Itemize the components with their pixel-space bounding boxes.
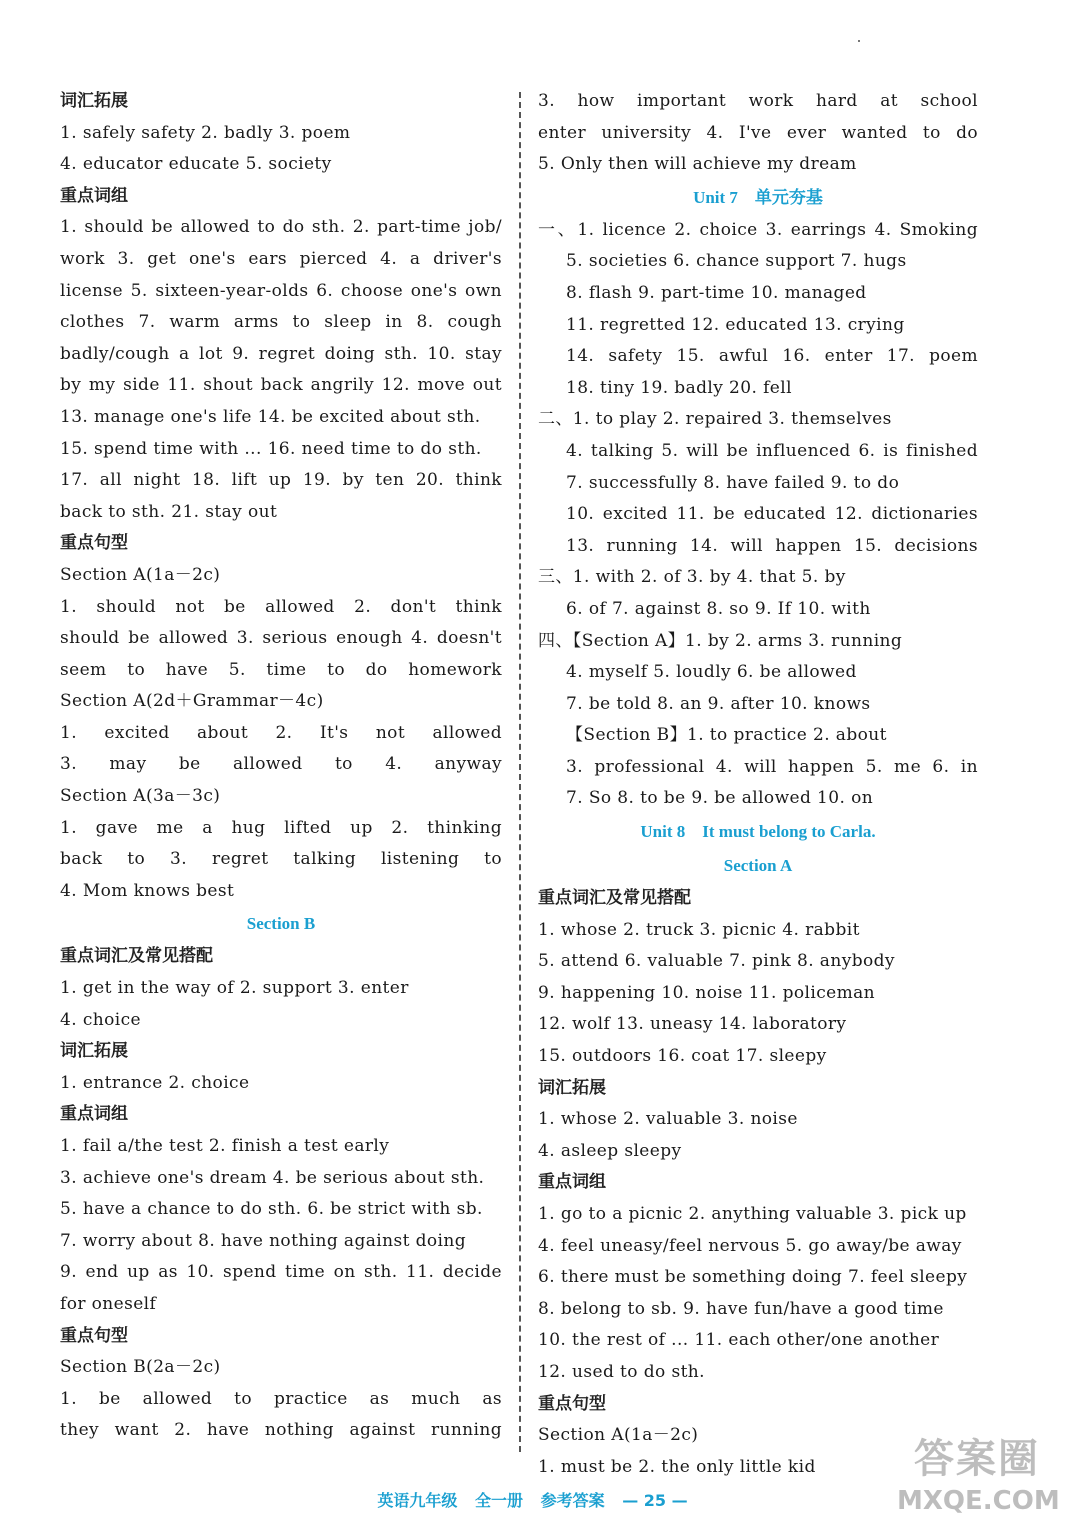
answer-line: 3. achieve one's dream 4. be serious about sth.: [60, 1167, 485, 1188]
answer-line: 7. So 8. to be 9. be allowed 10. on: [566, 788, 874, 809]
answer-line: 7. be told 8. an 9. after 10. knows: [566, 693, 871, 714]
answer-line: Section A(1a－2c): [538, 1425, 699, 1446]
footer-subject: 英语九年级: [377, 1491, 458, 1510]
subsection-heading: 重点句型: [60, 1325, 128, 1346]
answer-line: 4. asleep sleepy: [538, 1140, 682, 1161]
answer-line: 7. worry about 8. have nothing against doing: [60, 1230, 467, 1251]
footer-volume: 全一册: [475, 1491, 524, 1510]
subsection-heading: 词汇拓展: [60, 91, 128, 111]
answer-line: back to 3. regret talking listening to: [60, 849, 502, 870]
subsection-heading: 重点词汇及常见搭配: [60, 946, 213, 967]
subsection-heading: 重点词组: [60, 1104, 128, 1125]
answer-line: 14. safety 15. awful 16. enter 17. poem: [566, 346, 978, 367]
answer-line: Section A(1a－2c): [60, 564, 221, 585]
answer-line: 4. talking 5. will be influenced 6. is finished: [566, 440, 978, 461]
answer-line: Section B(2a－2c): [60, 1357, 221, 1378]
answer-line: 1. should be allowed to do sth. 2. part-time job/: [60, 217, 502, 238]
answer-line: 3. may be allowed to 4. anyway: [60, 754, 502, 775]
answer-line: 6. of 7. against 8. so 9. If 10. with: [566, 598, 871, 619]
answer-line: 1. gave me a hug lifted up 2. thinking: [60, 817, 502, 838]
subsection-heading: 重点词组: [60, 185, 128, 206]
answer-line: 10. the rest of ... 11. each other/one another: [538, 1330, 940, 1351]
answer-line: Section A(2d＋Grammar－4c): [60, 691, 324, 712]
answer-line: 1. excited about 2. It's not allowed: [60, 722, 502, 743]
answer-line: should be allowed 3. serious enough 4. doesn't: [60, 628, 502, 649]
right-column: [538, 86, 978, 1483]
answer-line: 1. must be 2. the only little kid: [538, 1456, 816, 1477]
answer-line: 7. successfully 8. have failed 9. to do: [566, 472, 900, 493]
answer-line: 1. entrance 2. choice: [60, 1072, 250, 1093]
answer-line: 5. societies 6. chance support 7. hugs: [566, 251, 907, 272]
answer-line: 1. go to a picnic 2. anything valuable 3. pick up: [538, 1204, 967, 1224]
answer-line: 3. how important work hard at school: [538, 91, 978, 111]
answer-line: 四、【Section A】1. by 2. arms 3. running: [538, 630, 903, 651]
answer-line: 三、1. with 2. of 3. by 4. that 5. by: [538, 567, 846, 588]
subsection-heading: 重点词汇及常见搭配: [538, 888, 691, 909]
answer-line: 1. be allowed to practice as much as: [60, 1388, 502, 1409]
answer-line: they want 2. have nothing against running: [60, 1420, 502, 1441]
scan-speck: [858, 40, 860, 42]
answer-line: 4. myself 5. loudly 6. be allowed: [566, 662, 857, 683]
answer-line: 12. wolf 13. uneasy 14. laboratory: [538, 1014, 847, 1035]
answer-line: 8. flash 9. part-time 10. managed: [566, 282, 867, 303]
answer-line: 5. have a chance to do sth. 6. be strict with sb.: [60, 1199, 483, 1220]
answer-line: 4. educator educate 5. society: [60, 154, 332, 175]
answer-line: 12. used to do sth.: [538, 1361, 705, 1382]
footer-label: 参考答案: [540, 1491, 605, 1510]
answer-line: 4. feel uneasy/feel nervous 5. go away/be away: [538, 1235, 962, 1256]
answer-line: 11. regretted 12. educated 13. crying: [566, 314, 905, 335]
answer-line: badly/cough a lot 9. regret doing sth. 10. stay: [60, 343, 502, 364]
answer-line: 8. belong to sb. 9. have fun/have a good time: [538, 1298, 944, 1319]
answer-line: 13. manage one's life 14. be excited about sth.: [60, 406, 481, 427]
answer-line: by my side 11. shout back angrily 12. move out: [60, 375, 502, 396]
subsection-heading: 重点句型: [538, 1393, 606, 1414]
subsection-heading: 重点句型: [60, 533, 128, 554]
answer-line: 【Section B】1. to practice 2. about: [566, 725, 887, 746]
answer-line: 4. Mom knows best: [60, 880, 235, 901]
answer-line: 1. whose 2. valuable 3. noise: [538, 1109, 798, 1130]
answer-line: enter university 4. I've ever wanted to do: [538, 122, 978, 143]
section-title: Section A: [723, 856, 793, 876]
left-column: [60, 86, 502, 1447]
answer-line: 1. should not be allowed 2. don't think: [60, 596, 502, 617]
watermark-text-cn: 答案圈: [914, 1436, 1040, 1482]
answer-line: 9. happening 10. noise 11. policeman: [538, 982, 876, 1003]
answer-line: 18. tiny 19. badly 20. fell: [566, 377, 792, 398]
answer-line: 一、1. licence 2. choice 3. earrings 4. Smoking: [538, 219, 978, 240]
section-title: Section B: [246, 914, 316, 934]
answer-line: clothes 7. warm arms to sleep in 8. cough: [60, 312, 502, 333]
answer-line: 5. Only then will achieve my dream: [538, 154, 857, 175]
subsection-heading: 重点词组: [538, 1172, 606, 1193]
answer-line: 10. excited 11. be educated 12. dictionaries: [566, 504, 978, 525]
watermark-text-url: MXQE.COM: [897, 1486, 1060, 1516]
section-title: Unit 8 It must belong to Carla.: [640, 822, 876, 842]
answer-line: 9. end up as 10. spend time on sth. 11. decide: [60, 1262, 502, 1283]
answer-line: 13. running 14. will happen 15. decisions: [566, 535, 978, 556]
answer-line: license 5. sixteen-year-olds 6. choose one's own: [60, 280, 502, 301]
answer-line: 15. outdoors 16. coat 17. sleepy: [538, 1046, 827, 1067]
answer-line: 1. get in the way of 2. support 3. enter: [60, 978, 409, 999]
answer-line: back to sth. 21. stay out: [60, 501, 278, 522]
answer-line: Section A(3a－3c): [60, 786, 221, 807]
page-number: — 25 —: [622, 1491, 688, 1510]
answer-line: 1. safely safety 2. badly 3. poem: [60, 122, 351, 143]
answer-line: 15. spend time with ... 16. need time to do sth.: [60, 438, 482, 459]
answer-line: 6. there must be something doing 7. feel sleepy: [538, 1267, 968, 1288]
watermark-logo: [897, 1434, 1060, 1530]
answer-line: 1. whose 2. truck 3. picnic 4. rabbit: [538, 919, 860, 940]
subsection-heading: 词汇拓展: [60, 1041, 128, 1062]
subsection-heading: 词汇拓展: [538, 1077, 606, 1098]
answer-line: 1. fail a/the test 2. finish a test early: [60, 1136, 390, 1156]
answer-line: 17. all night 18. lift up 19. by ten 20. think: [60, 470, 502, 491]
answer-line: 3. professional 4. will happen 5. me 6. in: [566, 756, 978, 777]
answer-line: 4. choice: [60, 1009, 141, 1030]
answer-line: 5. attend 6. valuable 7. pink 8. anybody: [538, 951, 895, 972]
answer-line: 二、1. to play 2. repaired 3. themselves: [538, 409, 892, 430]
answer-line: seem to have 5. time to do homework: [60, 659, 502, 680]
answer-line: for oneself: [60, 1293, 157, 1314]
answer-line: work 3. get one's ears pierced 4. a driver's: [60, 248, 502, 269]
section-title: Unit 7 单元夯基: [693, 187, 823, 207]
column-divider: [519, 92, 521, 1452]
